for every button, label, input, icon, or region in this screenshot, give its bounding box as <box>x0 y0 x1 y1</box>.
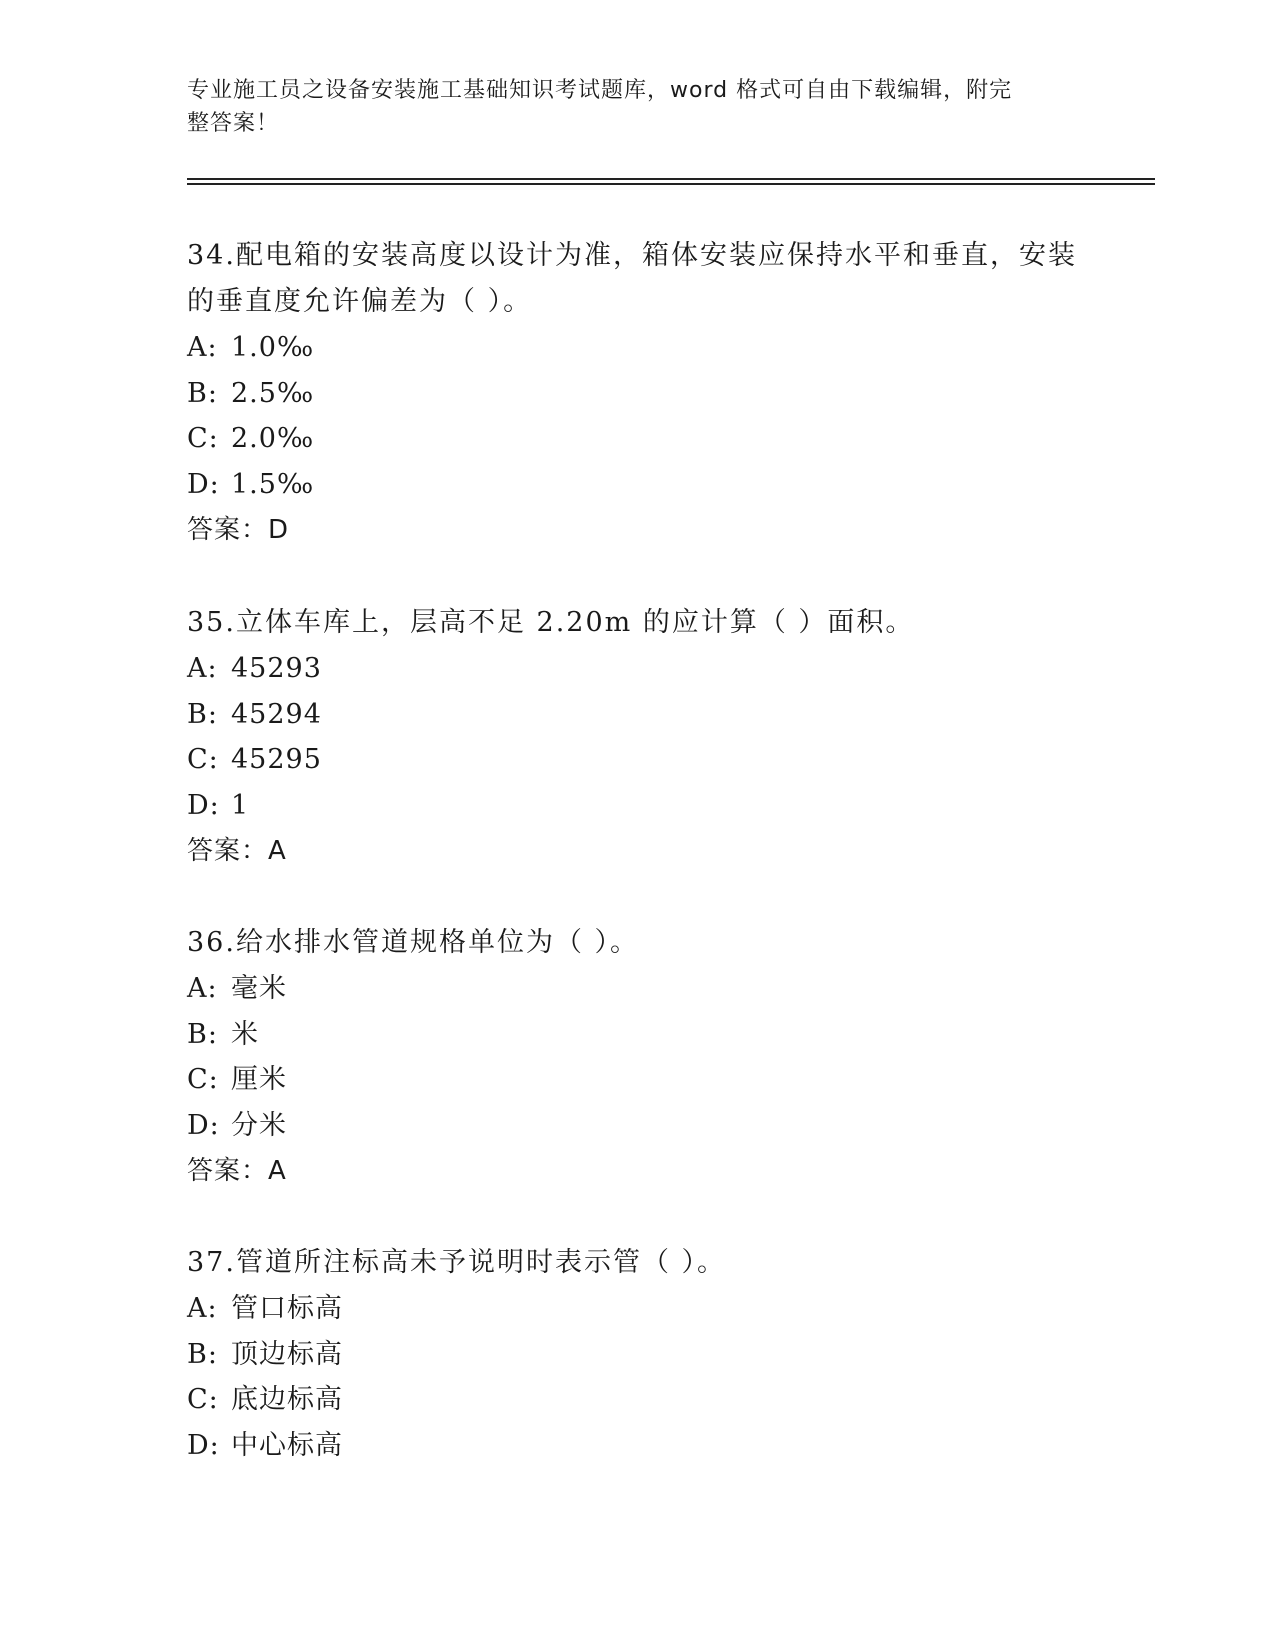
option-label: A: <box>187 973 218 1004</box>
question-stem <box>187 600 1087 646</box>
option-b <box>187 1332 1087 1378</box>
option-c <box>187 1377 1087 1423</box>
option-text: 45295 <box>231 744 322 775</box>
question-37 <box>187 1240 1087 1468</box>
option-label: D: <box>187 1109 220 1141</box>
answer-line: 答案：D <box>187 515 290 545</box>
header-divider-top <box>187 178 1155 180</box>
option-label: B: <box>187 1338 218 1370</box>
option-text: 45294 <box>231 698 322 730</box>
option-d <box>187 783 1087 829</box>
option-text: 1.5‰ <box>231 468 315 500</box>
question-stem <box>187 920 1087 966</box>
header-divider-bottom <box>187 183 1155 185</box>
question-stem-line-1: 35.立体车库上，层高不足 2.20m 的应计算（ ）面积。 <box>187 607 915 638</box>
option-a <box>187 1286 1087 1332</box>
option-label: A: <box>187 332 218 363</box>
option-label: A: <box>187 653 218 684</box>
option-text: 2.5‰ <box>231 377 315 409</box>
question-stem-line-1: 36.给水排水管道规格单位为（ ）。 <box>187 927 640 958</box>
option-label: B: <box>187 377 218 409</box>
option-label: A: <box>187 1293 218 1324</box>
question-stem <box>187 233 1087 325</box>
option-label: B: <box>187 1018 218 1050</box>
answer-line: 答案：A <box>187 1156 287 1186</box>
option-text: 1.0‰ <box>231 332 315 363</box>
option-d <box>187 1423 1087 1469</box>
question-stem <box>187 1240 1087 1286</box>
option-text: 分米 <box>231 1109 287 1141</box>
option-a <box>187 966 1087 1012</box>
option-text: 45293 <box>231 653 322 684</box>
answer-line: 答案：A <box>187 836 287 866</box>
option-label: C: <box>187 1384 219 1415</box>
option-label: D: <box>187 1429 220 1461</box>
option-c <box>187 1057 1087 1103</box>
option-label: C: <box>187 744 219 775</box>
question-stem-line-1: 37.管道所注标高未予说明时表示管（ ）。 <box>187 1247 727 1278</box>
question-stem-line-1: 34.配电箱的安装高度以设计为准，箱体安装应保持水平和垂直，安装 <box>187 240 1077 271</box>
option-label: B: <box>187 698 218 730</box>
option-b <box>187 371 1087 417</box>
option-text: 厘米 <box>231 1064 287 1095</box>
option-text: 底边标高 <box>231 1384 343 1415</box>
option-text: 毫米 <box>231 973 287 1004</box>
option-a <box>187 646 1087 692</box>
option-d <box>187 462 1087 508</box>
option-b <box>187 692 1087 738</box>
question-36 <box>187 920 1087 1194</box>
option-text: 管口标高 <box>231 1293 343 1324</box>
header-line-2: 整答案！ <box>187 111 280 136</box>
option-b <box>187 1012 1087 1058</box>
option-text: 2.0‰ <box>231 423 315 454</box>
option-a <box>187 325 1087 371</box>
option-label: C: <box>187 423 219 454</box>
option-text: 1 <box>231 789 250 821</box>
document-header <box>187 74 1067 140</box>
option-label: D: <box>187 789 220 821</box>
header-line-1: 专业施工员之设备安装施工基础知识考试题库，word 格式可自由下载编辑，附完 <box>187 78 1013 103</box>
question-34 <box>187 233 1087 553</box>
option-text: 米 <box>231 1018 259 1050</box>
option-label: D: <box>187 468 220 500</box>
option-text: 中心标高 <box>231 1429 343 1461</box>
question-stem-line-2: 的垂直度允许偏差为（ ）。 <box>187 286 533 317</box>
option-c <box>187 737 1087 783</box>
option-d <box>187 1103 1087 1149</box>
option-c <box>187 416 1087 462</box>
option-label: C: <box>187 1064 219 1095</box>
option-text: 顶边标高 <box>231 1338 343 1370</box>
question-35 <box>187 600 1087 874</box>
